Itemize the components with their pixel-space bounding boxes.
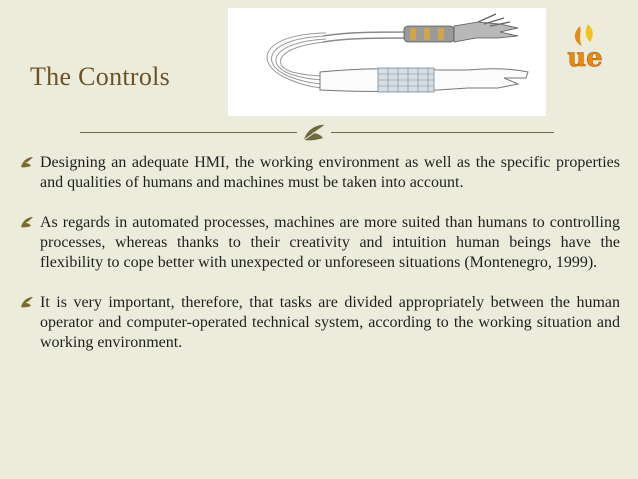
ornament-icon	[297, 120, 331, 144]
university-logo-icon	[558, 22, 612, 76]
page-title: The Controls	[30, 62, 171, 91]
robotic-arm-drawing	[228, 8, 546, 116]
ornamental-bullet-icon	[20, 295, 34, 309]
bullet-item	[20, 213, 620, 273]
robotic-arm-illustration	[228, 8, 546, 116]
ornamental-bullet-icon	[20, 215, 34, 229]
ornamental-bullet-icon	[20, 155, 34, 169]
bullet-text: Designing an adequate HMI, the working environment as well as the specific properties and qualities of humans and machines must be taken into account.	[40, 154, 620, 191]
logo-text: ue	[567, 43, 603, 73]
bullet-item	[20, 153, 620, 193]
bullet-text: It is very important, therefore, that tasks are divided appropriately between the human operator and computer-operated technical system, according to the working situation and working environment.	[40, 294, 620, 351]
bullet-item	[20, 293, 620, 353]
bullet-text: As regards in automated processes, machines are more suited than humans to controlling processes, whereas thanks to their creativity and intuition human beings have the flexibility to cope better with unexpected or unforeseen situations (Montenegro, 1999).	[40, 214, 620, 271]
bullet-list	[20, 153, 620, 373]
